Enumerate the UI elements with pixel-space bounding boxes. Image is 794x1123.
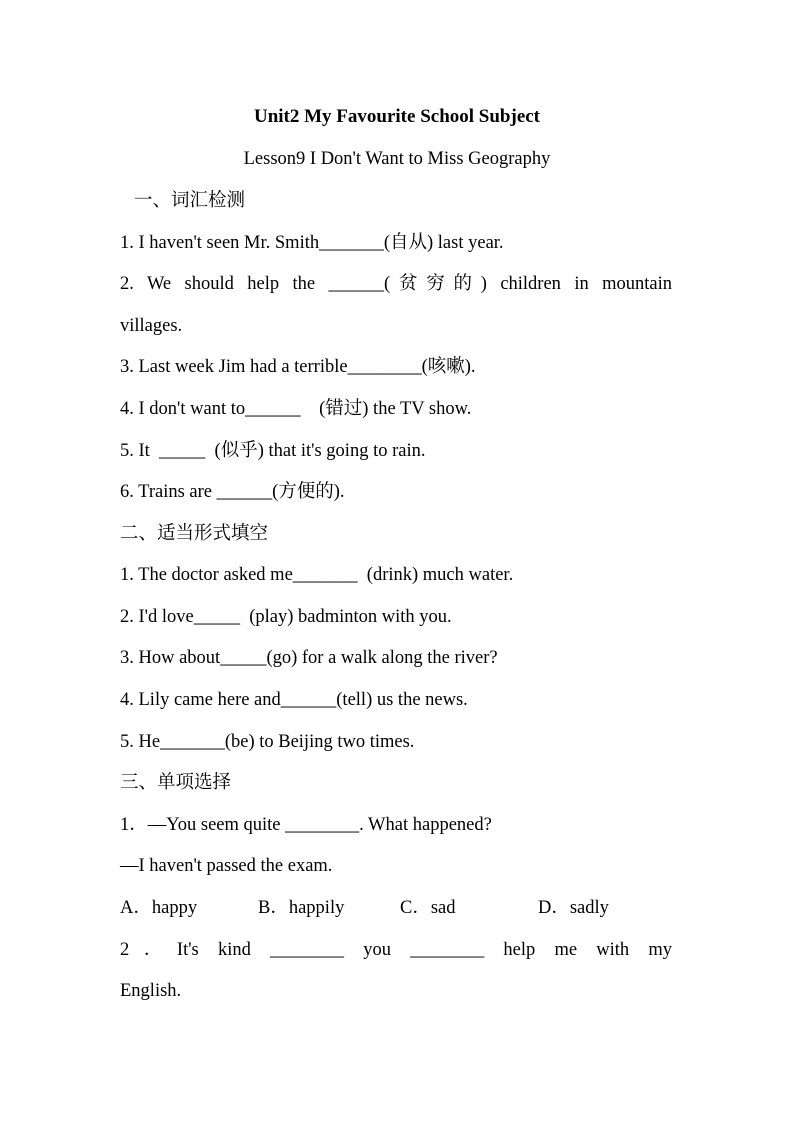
vocab-item-1: 1. I haven't seen Mr. Smith_______(自从) last year. [120,233,504,253]
mc-question-2-stem: 2．It's kind ________ you ________ help me with my [120,940,672,960]
mc-question-1-stem: 1．—You seem quite ________. What happened? [120,815,492,835]
vocab-item-5: 5. It _____ (似乎) that it's going to rain. [120,441,426,461]
vocab-item-2: 2. We should help the ______(贫穷的) children in mountain [120,274,672,294]
mc-question-1-reply: —I haven't passed the exam. [120,856,333,876]
section-heading-multiple-choice: 三、单项选择 [120,773,232,793]
fill-item-3: 3. How about_____(go) for a walk along the river? [120,648,498,668]
mc-option-d: D．sadly [538,898,609,918]
vocab-item-6: 6. Trains are ______(方便的). [120,482,345,502]
section-heading-vocabulary: 一、词汇检测 [134,191,246,211]
page-title: Unit2 My Favourite School Subject [253,106,541,127]
fill-item-2: 2. I'd love_____ (play) badminton with you. [120,607,452,627]
section-heading-fill-in: 二、适当形式填空 [120,524,269,544]
lesson-subtitle: Lesson9 I Don't Want to Miss Geography [243,149,551,169]
mc-option-a: A．happy [120,898,198,918]
vocab-item-3: 3. Last week Jim had a terrible________(咳嗽). [120,357,476,377]
mc-question-2-continuation: English. [120,981,182,1001]
vocab-item-2-continuation: villages. [120,316,183,336]
fill-item-5: 5. He_______(be) to Beijing two times. [120,732,415,752]
fill-item-4: 4. Lily came here and______(tell) us the news. [120,690,468,710]
vocab-item-4: 4. I don't want to______ (错过) the TV show. [120,399,472,419]
mc-option-b: B．happily [258,898,345,918]
mc-option-c: C．sad [400,898,456,918]
fill-item-1: 1. The doctor asked me_______ (drink) much water. [120,565,514,585]
